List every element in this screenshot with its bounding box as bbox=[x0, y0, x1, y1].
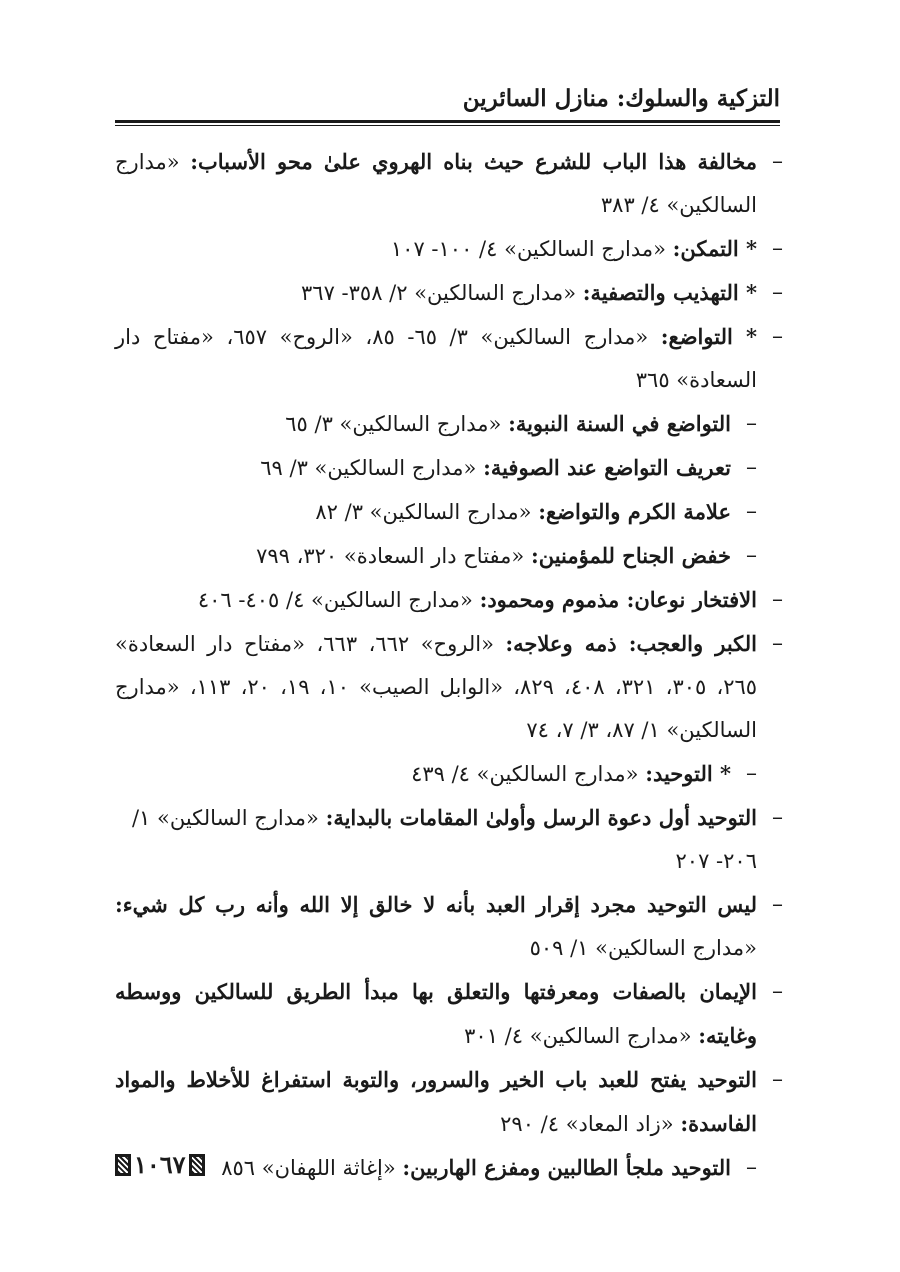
entry-label: علامة الكرم والتواضع: bbox=[538, 499, 731, 524]
entry-dash: – bbox=[772, 1067, 783, 1092]
entry-reference: «مدارج السالكين» ٤/ ٤٠٥- ٤٠٦ bbox=[197, 588, 473, 612]
index-entry bbox=[115, 402, 783, 446]
entry-label: * التواضع: bbox=[660, 324, 757, 349]
entry-label: الإيمان بالصفات ومعرفتها والتعلق بها مبدأ الطريق للسالكين ووسطه وغايته: bbox=[115, 979, 757, 1048]
entry-text bbox=[115, 402, 731, 446]
entry-text bbox=[115, 534, 731, 578]
index-entry bbox=[115, 883, 783, 970]
entry-dash: – bbox=[772, 631, 783, 656]
entry-dash: – bbox=[772, 149, 783, 174]
entry-reference: «مدارج السالكين» ٣/ ٨٢ bbox=[315, 500, 532, 524]
entry-dash: – bbox=[746, 455, 757, 480]
entry-text bbox=[115, 315, 757, 402]
ornament-right-icon bbox=[189, 1154, 205, 1176]
entry-text bbox=[115, 1146, 731, 1190]
index-entry bbox=[115, 796, 783, 883]
index-entry bbox=[115, 752, 783, 796]
entry-reference: «مدارج السالكين» ٤/ ١٠٠- ١٠٧ bbox=[390, 237, 666, 261]
index-entry bbox=[115, 271, 783, 315]
entry-label: خفض الجناح للمؤمنين: bbox=[530, 543, 731, 568]
entry-text bbox=[115, 140, 757, 227]
index-entry bbox=[115, 622, 783, 752]
entry-dash: – bbox=[772, 236, 783, 261]
entry-dash: – bbox=[772, 587, 783, 612]
entry-text bbox=[115, 796, 757, 883]
entry-text bbox=[115, 490, 731, 534]
entry-label: التوحيد أول دعوة الرسل وأولىٰ المقامات بالبداية: bbox=[325, 805, 757, 830]
entry-label: التوحيد ملجأ الطالبين ومفزع الهاربين: bbox=[402, 1155, 731, 1180]
index-entry bbox=[115, 140, 783, 227]
entry-dash: – bbox=[746, 761, 757, 786]
entry-label: مخالفة هذا الباب للشرع حيث بناه الهروي علىٰ محو الأسباب: bbox=[190, 149, 757, 174]
entry-dash: – bbox=[772, 892, 783, 917]
ornament-left-icon bbox=[115, 1154, 131, 1176]
entry-reference: «مدارج السالكين» ٤/ ٤٣٩ bbox=[411, 762, 639, 786]
page-footer bbox=[115, 1150, 205, 1180]
index-entry bbox=[115, 227, 783, 271]
entry-text bbox=[115, 227, 757, 271]
index-entry bbox=[115, 970, 783, 1058]
entry-text bbox=[115, 970, 757, 1058]
index-entry bbox=[115, 315, 783, 402]
entry-reference: «مدارج السالكين» ٣/ ٦٥ bbox=[285, 412, 502, 436]
entry-reference: «زاد المعاد» ٤/ ٢٩٠ bbox=[500, 1112, 674, 1136]
entry-reference: «مدارج السالكين» ٤/ ٣٨٣ bbox=[115, 150, 757, 217]
entry-reference: «مدارج السالكين» ٢/ ٣٥٨- ٣٦٧ bbox=[301, 281, 577, 305]
entry-reference: «مدارج السالكين» ٣/ ٦٩ bbox=[260, 456, 477, 480]
entry-text bbox=[115, 446, 731, 490]
index-entries bbox=[115, 140, 783, 1190]
entry-dash: – bbox=[746, 1155, 757, 1180]
index-entry bbox=[115, 490, 783, 534]
page-number: ١٠٦٧ bbox=[134, 1150, 186, 1179]
entry-label: * التمكن: bbox=[672, 236, 757, 261]
running-header bbox=[115, 82, 780, 116]
entry-label: الافتخار نوعان: مذموم ومحمود: bbox=[479, 587, 757, 612]
index-entry bbox=[115, 534, 783, 578]
entry-reference: «إغاثة اللهفان» ٨٥٦ bbox=[221, 1156, 396, 1180]
entry-reference: «مدارج السالكين» ١/ ٢٠٦- ٢٠٧ bbox=[131, 806, 757, 873]
entry-label: * التوحيد: bbox=[645, 761, 731, 786]
entry-dash: – bbox=[746, 411, 757, 436]
entry-label: التوحيد يفتح للعبد باب الخير والسرور، والتوبة استفراغ للأخلاط والمواد الفاسدة: bbox=[115, 1067, 757, 1136]
entry-reference: «الروح» ٦٦٢، ٦٦٣، «مفتاح دار السعادة» ٢٦٥، ٣٠٥، ٣٢١، ٤٠٨، ٨٢٩، «الوابل الصيب» ١٠، ١٩، ٢٠، ١١٣، «مدارج السالكين» ١/ ٨٧، ٣/ ٧، ٧٤ bbox=[115, 632, 758, 742]
entry-label: * التهذيب والتصفية: bbox=[582, 280, 757, 305]
entry-label: الكبر والعجب: ذمه وعلاجه: bbox=[505, 631, 757, 656]
entry-label: تعريف التواضع عند الصوفية: bbox=[483, 455, 731, 480]
entry-text bbox=[115, 578, 757, 622]
entry-dash: – bbox=[746, 543, 757, 568]
entry-dash: – bbox=[746, 499, 757, 524]
header-rule-thick bbox=[115, 120, 780, 123]
entry-reference: «مدارج السالكين» ٣/ ٦٥- ٨٥، «الروح» ٦٥٧، «مفتاح دار السعادة» ٣٦٥ bbox=[115, 325, 757, 392]
entry-reference: «مفتاح دار السعادة» ٣٢٠، ٧٩٩ bbox=[256, 544, 525, 568]
entry-reference: «مدارج السالكين» ١/ ٥٠٩ bbox=[529, 936, 757, 960]
entry-text bbox=[115, 271, 757, 315]
entry-dash: – bbox=[772, 280, 783, 305]
entry-label: التواضع في السنة النبوية: bbox=[508, 411, 731, 436]
index-entry bbox=[115, 1146, 783, 1190]
entry-label: ليس التوحيد مجرد إقرار العبد بأنه لا خالق إلا الله وأنه رب كل شيء: bbox=[115, 892, 757, 917]
entry-text bbox=[115, 622, 757, 752]
entry-text bbox=[115, 752, 731, 796]
entry-text bbox=[115, 1058, 757, 1146]
index-entry bbox=[115, 578, 783, 622]
entry-dash: – bbox=[772, 979, 783, 1004]
entry-reference: «مدارج السالكين» ٤/ ٣٠١ bbox=[464, 1024, 692, 1048]
index-entry bbox=[115, 1058, 783, 1146]
entry-dash: – bbox=[772, 805, 783, 830]
header-rule-thin bbox=[115, 125, 780, 126]
index-entry bbox=[115, 446, 783, 490]
entry-dash: – bbox=[772, 324, 783, 349]
header-title: التزكية والسلوك: منازل السائرين bbox=[462, 85, 780, 112]
entry-text bbox=[115, 883, 757, 970]
